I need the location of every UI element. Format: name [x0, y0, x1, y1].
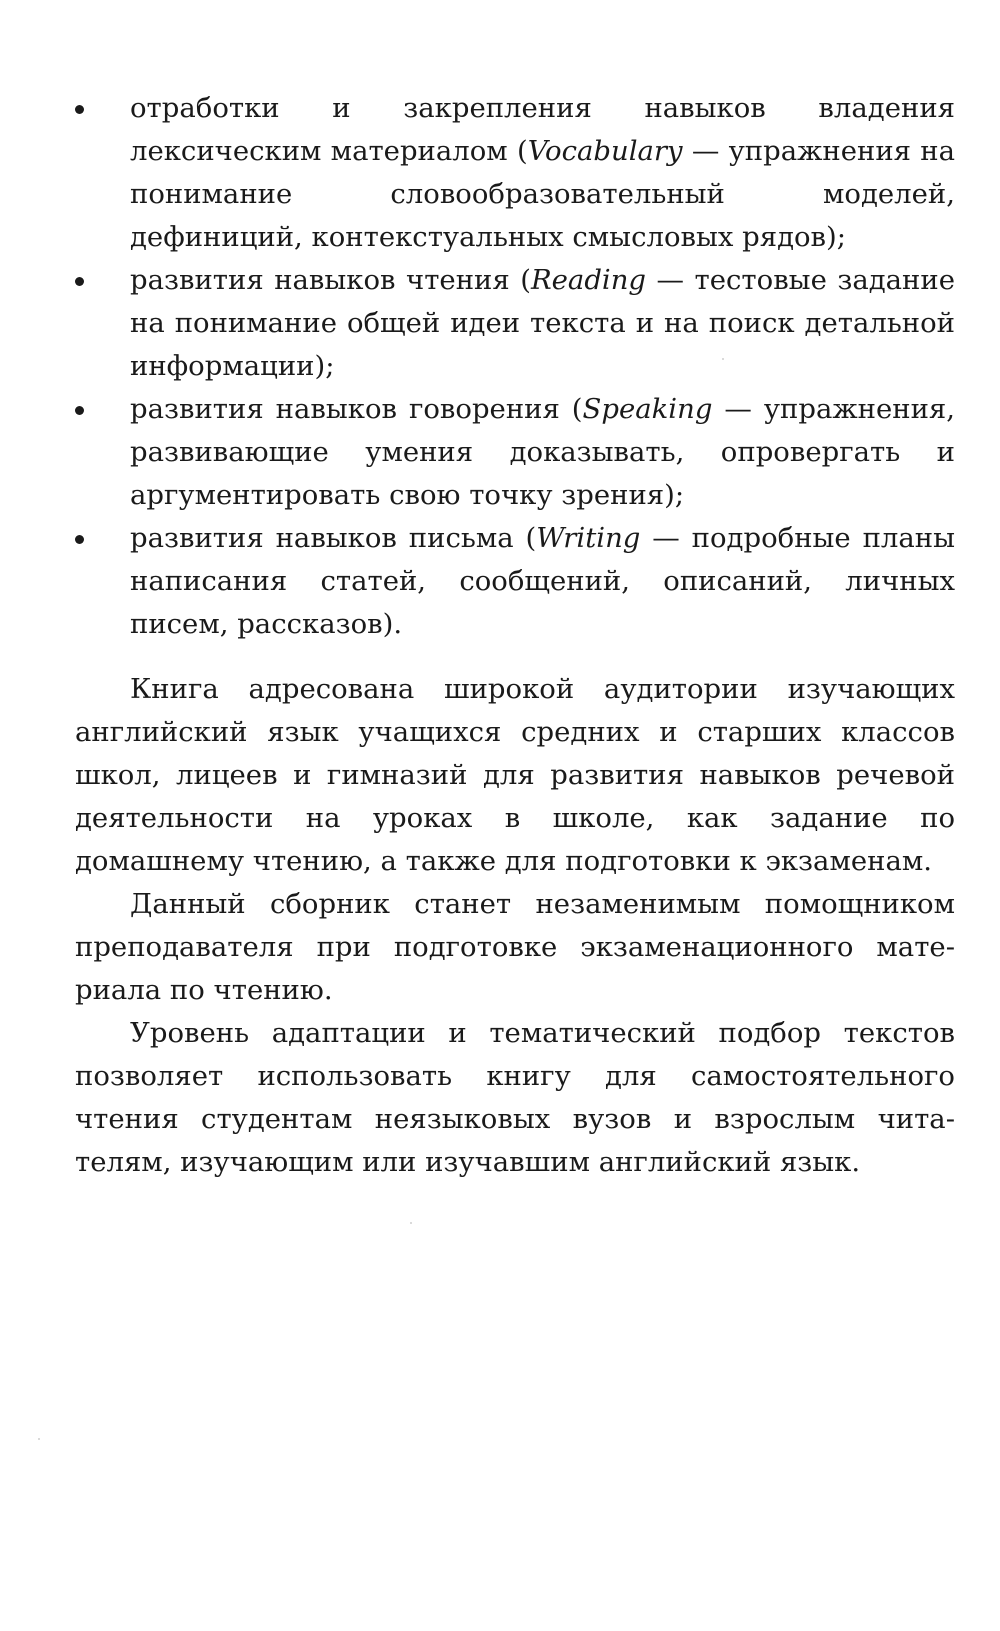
bullet-term: Writing	[536, 522, 641, 554]
book-page	[75, 87, 955, 1184]
bullet-term: Speaking	[582, 393, 713, 425]
bullet-text-after: — упражнения на понимание словообразовательный моделей, дефиниций, контекстуальных смысловых рядов);	[130, 135, 955, 253]
bullet-text-after: — упражнения, развивающие умения доказывать, опровергать и аргументировать свою точку зрения);	[130, 393, 955, 511]
paragraph-adaptation-level: Уровень адаптации и тематический подбор текстов позволяет использовать книгу для самостоятельного чтения студентам неязыковых вузов и взрослым читателям, изучающим или изучавшим английский язык.	[75, 1017, 955, 1178]
bullet-text-after: — подробные планы написания статей, сообщений, описаний, личных писем, рассказов).	[130, 522, 955, 640]
bullet-item-writing	[75, 517, 955, 646]
bullet-item-reading	[75, 259, 955, 388]
bullet-text-before: отработки и закрепления навыков владения лексическим материалом (	[130, 92, 955, 167]
bullet-term: Reading	[530, 264, 647, 296]
scan-speck	[38, 1438, 40, 1440]
bullet-text-before: развития навыков чтения (	[130, 264, 531, 296]
bullet-text-after: — тестовые задание на понимание общей идеи текста и на поиск детальной информации);	[130, 264, 955, 382]
bullet-dot-icon	[75, 277, 84, 286]
bullet-item-vocabulary	[75, 87, 955, 259]
bullet-text-before: развития навыков говорения (	[130, 393, 583, 425]
bullet-term: Vocabulary	[527, 135, 683, 167]
bullet-text-before: развития навыков письма (	[130, 522, 537, 554]
paragraph-audience: Книга адресована широкой аудитории изучающих английский язык учащихся средних и старших классов школ, лицеев и гимназий для развития навыков речевой деятельности на уроках в школе, как задание по домашнему чтению, а также для подготовки к экзаменам.	[75, 673, 955, 877]
bullet-dot-icon	[75, 105, 84, 114]
bullet-dot-icon	[75, 406, 84, 415]
bullet-item-speaking	[75, 388, 955, 517]
skills-bullet-list	[75, 87, 955, 646]
scan-speck	[410, 1222, 412, 1224]
scan-speck	[722, 358, 724, 360]
paragraph-teacher-aid: Данный сборник станет незаменимым помощником преподавателя при подготовке экзаменационного материала по чтению.	[75, 888, 955, 1006]
bullet-dot-icon	[75, 535, 84, 544]
